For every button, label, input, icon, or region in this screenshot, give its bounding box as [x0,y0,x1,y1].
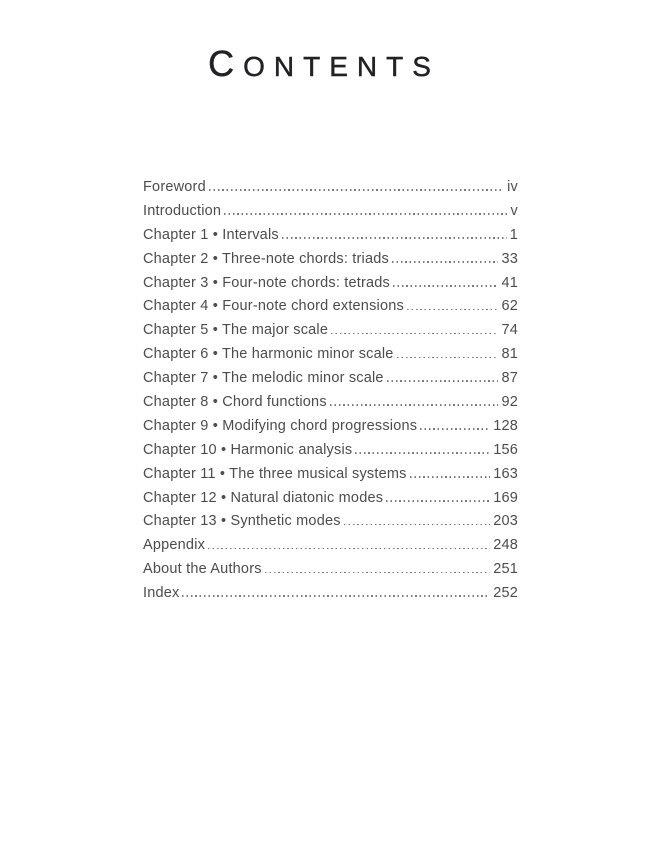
toc-entry-page: 251 [493,561,518,578]
dot-leader [331,333,498,335]
dot-leader [386,500,490,502]
toc-entry-label: Foreword [143,179,206,195]
toc-entry-label: Chapter 9 • Modifying chord progressions [143,417,418,434]
toc-row [143,367,518,391]
toc-entry-page: 92 [501,394,518,411]
toc-entry-page: 74 [501,322,518,339]
toc-entry-page: 128 [493,417,518,434]
toc-entry-label: Chapter 13 • Synthetic modes [143,513,341,530]
dot-leader [209,189,504,191]
toc-entry-label: Chapter 10 • Harmonic analysis [143,441,353,458]
toc-row [143,200,518,224]
toc-entry-label: Chapter 6 • The harmonic minor scale [143,346,394,363]
toc-row [143,319,518,343]
toc-row [143,176,518,200]
dot-leader [265,572,491,574]
dot-leader [282,237,507,239]
toc-row [143,248,518,272]
dot-leader [387,380,499,382]
toc-row [143,463,518,487]
toc-row [143,487,518,511]
toc-entry-label: About the Authors [143,561,262,578]
dot-leader [182,595,490,597]
toc-entry-page: 41 [501,274,518,291]
toc-entry-label: Introduction [143,202,222,219]
toc-entry-label: Chapter 8 • Chord functions [143,394,327,411]
toc-entry-label: Chapter 4 • Four-note chord extensions [143,298,404,315]
toc-entry-label: Chapter 1 • Intervals [143,226,279,243]
toc-entry-page: 33 [501,250,518,267]
page-title [0,43,648,84]
dot-leader [420,428,490,430]
dot-leader [393,285,498,287]
dot-leader [344,524,491,526]
toc-row [143,224,518,248]
page-title-initial: C [208,43,244,84]
dot-leader [407,309,499,311]
toc-entry-page: 156 [493,441,518,458]
toc-row [143,343,518,367]
toc-entry-page: 1 [509,226,518,243]
toc-row [143,558,518,582]
dot-leader [330,404,499,406]
toc-row [143,391,518,415]
dot-leader [355,452,490,454]
toc-entry-page: 169 [493,489,518,506]
toc-entry-page: 62 [501,298,518,315]
toc-entry-page: 248 [493,537,518,554]
toc-entry-label: Chapter 2 • Three-note chords: triads [143,250,389,267]
toc-entry-page: 87 [501,370,518,387]
toc-entry-label: Chapter 12 • Natural diatonic modes [143,489,384,506]
toc-entry-label: Chapter 11 • The three musical systems [143,465,407,482]
toc-entry-label: Chapter 3 • Four-note chords: tetrads [143,274,391,291]
toc-entry-page: iv [507,179,518,195]
toc-entry-page: 163 [493,465,518,482]
toc-entry-label: Appendix [143,537,206,554]
toc-row [143,295,518,319]
toc-row [143,272,518,296]
dot-leader [208,548,490,550]
dot-leader [410,476,491,478]
dot-leader [397,357,499,359]
toc-row [143,534,518,558]
dot-leader [392,261,499,263]
toc-entry-page: 81 [501,346,518,363]
toc-entry-page: 203 [493,513,518,530]
toc-row [143,439,518,463]
toc-entry-label: Chapter 5 • The major scale [143,322,329,339]
toc-entry-label: Index [143,585,180,602]
toc-row [143,415,518,439]
page-title-rest: ONTENTS [243,51,440,82]
toc-row [143,582,518,606]
toc-entry-page: 252 [493,585,518,602]
dot-leader [224,213,507,215]
toc-row [143,510,518,534]
toc-entry-label: Chapter 7 • The melodic minor scale [143,370,384,387]
toc-list [143,176,518,606]
toc-entry-page: v [510,202,518,219]
